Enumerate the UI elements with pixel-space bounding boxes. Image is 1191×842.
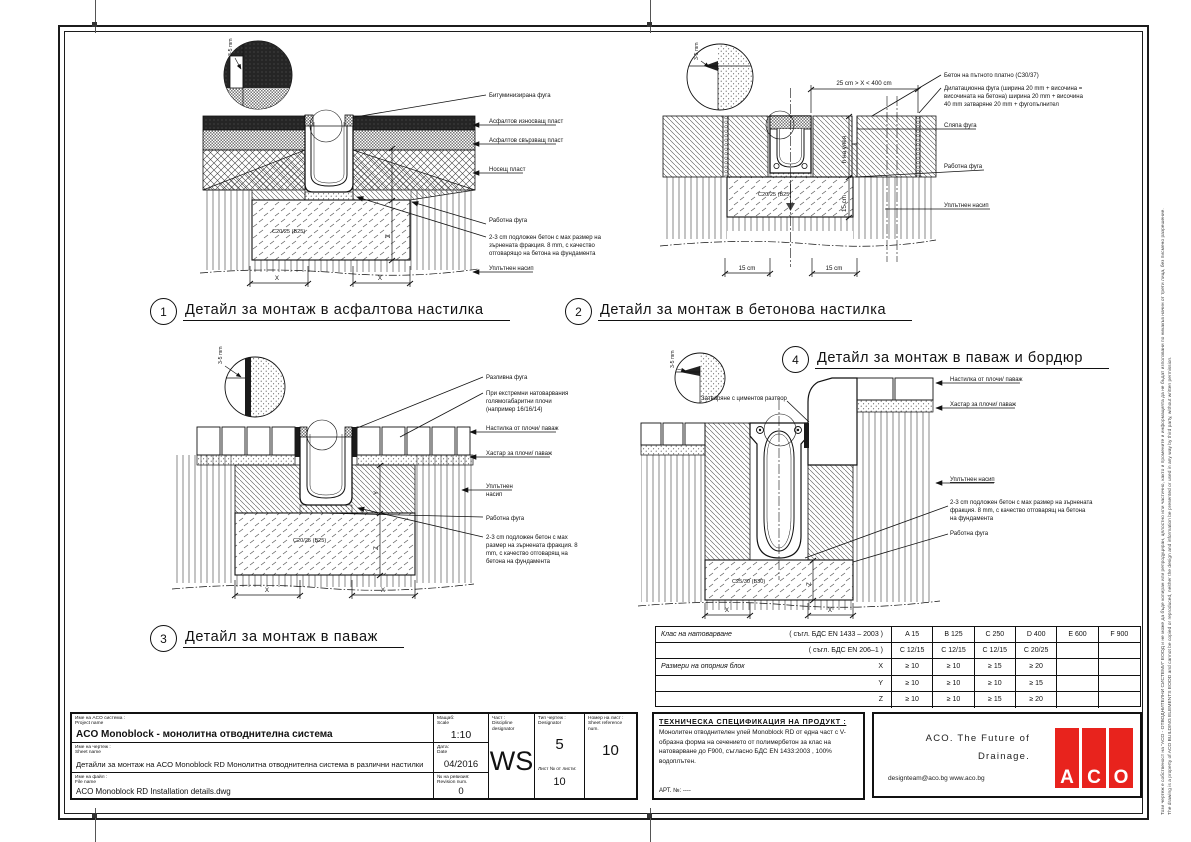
crop-mark [650,0,651,33]
brand-box [872,712,1142,798]
d1-label-fill: Уплътнен насип [489,266,534,272]
d3-label-extreme-1: При екстремни натоварвания [486,391,569,397]
table-cell [656,676,892,692]
discipline-label-bg: Част : [492,715,506,721]
d1-dim-x-right: X [377,275,383,282]
drawing-type-label-en: Designator [538,721,562,727]
d2-label-road-concrete: Бетон на пътното платно (C30/37) [944,73,1039,79]
d4-label-fill: Уплътнен насип [950,477,995,483]
discipline-cell [489,714,535,798]
load-class-ref-1433: ( съгл. БДС EN 1433 – 2003 ) [789,631,883,639]
detail-4-title: Детайл за монтаж в паваж и бордюр [815,350,1109,369]
tech-spec-heading: ТЕХНИЧЕСКА СПЕЦИФИКАЦИЯ НА ПРОДУКТ : [659,717,847,726]
d1-annotations [489,93,602,272]
table-cell [1057,692,1098,708]
crop-mark [92,22,97,27]
crop-mark [95,0,96,33]
detail-3-number-bubble: 3 [150,625,177,652]
d4-curb [804,378,857,465]
d4-paving-left [641,423,705,455]
d1-dim-x-left: X [274,275,280,282]
detail-3-title-row [150,625,404,652]
d1-channel-section [305,110,353,200]
d1-label-joint: Битуминизирана фуга [489,93,551,99]
discipline-label-en: Discipline designator [492,721,515,732]
d3-concrete-grade: C20/25 (B25) [293,538,327,544]
detail-1-drawing [60,30,605,298]
table-cell: C 12/15 [975,643,1016,659]
table-cell: C 12/15 [892,643,933,659]
table-cell [1099,659,1140,675]
detail-3-title: Детайл за монтаж в паваж [183,629,404,648]
d2-label-dilat-2: височината на бетона) ширина 20 mm + височина [944,94,1083,100]
d4-label-paving: Настилка от плочи/ паваж [950,377,1023,383]
d3-label-paving: Настилка от плочи/ паваж [486,426,559,432]
detail-1-title: Детайл за монтаж в асфалтова настилка [183,302,510,321]
table-cell [1057,676,1098,692]
d3-dim-y: Y [373,490,380,495]
d4-label-bedding-2: фракция. 8 mm, с качество отговарящ на бетона [950,508,1086,514]
revision-cell [434,773,489,798]
detail-2-title-row [565,298,912,325]
table-cell [1057,659,1098,675]
sheet-name-label-en: Sheet name [75,750,101,756]
d1-label-binder: Асфалтов свързващ пласт [489,138,564,144]
brand-tagline-line2: Drainage. [978,751,1030,763]
d2-dim-h: h на улея [841,135,848,163]
date-cell [434,743,489,773]
sheet-name-label-bg: Име на чертеж : [75,744,111,750]
d3-dim-x-right: X [380,587,386,594]
dim-key-y: Y [878,679,883,687]
scale-cell [434,714,489,743]
detail-2-number-bubble: 2 [565,298,592,325]
d3-label-bedding-3: mm, с качество отговарящ на [486,551,568,557]
d3-label-extreme-3: (например 16/16/14) [486,407,543,413]
table-cell: ≥ 15 [975,659,1016,675]
table-cell: ≥ 20 [1016,659,1057,675]
d1-label-bedding-2: зърнената фракция. 8 mm, с качество [489,243,595,249]
file-name-label-en: File name [75,780,97,786]
table-cell: ≥ 20 [1016,692,1057,708]
date-label-en: Date [437,750,448,756]
d1-foundation [252,200,410,260]
d2-label-work-joint: Работна фуга [944,164,983,170]
col-header-f900: F 900 [1099,627,1140,643]
detail-1-number-bubble: 1 [150,298,177,325]
d3-label-bedding-4: бетона на фундамента [486,559,550,565]
d2-dim-15v: 15 cm [841,195,848,212]
d4-label-work-joint: Работна фуга [950,531,989,537]
table-cell: ≥ 15 [975,692,1016,708]
d3-label-fill-2: насип [486,492,503,498]
d2-foundation [727,177,853,217]
d4-inset-gap-label: 3-5 mm [670,350,676,368]
crop-mark [647,813,652,818]
d3-inset-circle [218,346,285,417]
drawing-type-value: 5 [555,736,564,753]
table-cell [656,659,892,675]
dim-key-z: Z [878,696,883,704]
col-header-b125: B 125 [933,627,974,643]
file-name-cell [72,773,434,798]
date-value: 04/2016 [443,759,479,770]
d1-dim-z: Z [385,234,392,238]
d3-label-pour-joint: Разливна фуга [486,375,528,381]
d3-pour-joint-right [352,427,357,457]
d4-dim-x-right: X [827,607,833,614]
d3-label-fill-1: Уплътнен [486,484,513,490]
copyright-note [1160,23,1174,815]
brand-tagline-line1: ACO. The Future of [925,733,1030,744]
d2-label-dilat-3: 40 mm затваряне 20 mm + фугопълнител [944,102,1059,108]
detail-2-drawing [640,30,1145,298]
d3-label-bedding-1: 2-3 cm подложен бетон с мах [486,535,568,541]
d2-inset-circle [687,42,753,110]
project-name-label-en: Project name [75,721,104,727]
d3-annotations [486,375,578,565]
d2-dilatation-joint-right [916,116,920,177]
table-cell: ≥ 10 [975,676,1016,692]
d2-label-blind-joint: Сляпа фуга [944,123,977,129]
d1-concrete-grade: C20/25 (B25) [272,229,306,235]
d3-bedding-sand-left [197,455,295,465]
support-block-label: Размери на опорния блок [661,663,745,671]
d4-dim-z: Z [806,582,813,586]
table-cell: ≥ 10 [933,659,974,675]
d1-label-bedding-1: 2-3 cm подложен бетон с мах размер на [489,235,601,241]
d4-paving-right-top [857,378,933,412]
table-cell: ≥ 10 [933,676,974,692]
table-cell: ≥ 15 [1016,676,1057,692]
brand-contact: designteam@aco.bg www.aco.bg [888,775,985,782]
copyright-note-bg: Този чертеж е собственост на "АСО - ОТВОДНИТЕЛНИ СИСТЕМИ" ЕООД и не може да бъде копиран или репродуциран, цялостно или частично, както и промените и информацията да не бъдат използвани по никакъв начин от трети лица, без писмено разрешение. [1161,208,1166,815]
col-header-d400: D 400 [1016,627,1057,643]
d2-label-fill: Уплътнен насип [944,203,989,209]
d2-dilatation-joint-left [723,116,728,177]
d4-label-bedding-layer: Хастар за плочи/ паваж [950,402,1017,408]
d4-cement-seal [804,423,809,448]
d1-inset-gap-label: 3-5 mm [228,38,234,56]
sheet-ref-cell [585,714,636,798]
d2-inset-gap-label: 3-5 mm [694,42,700,60]
date-label-bg: Дата: [437,744,449,750]
table-cell: ≥ 10 [892,659,933,675]
detail-1-title-row [150,298,510,325]
table-cell: ≥ 10 [892,676,933,692]
col-header-e600: E 600 [1057,627,1098,643]
table-cell [1057,643,1098,659]
drawing-type-label-bg: Тип чертеж : [538,715,566,721]
table-cell [1099,676,1140,692]
scale-label-bg: Мащаб: [437,715,455,721]
d3-pour-joint-left [295,427,300,457]
d3-foundation [235,513,415,575]
d4-label-cement: Затваряне с циментов разтвор [701,396,787,402]
d1-label-wearing: Асфалтов износващ пласт [489,119,564,125]
table-cell [656,643,892,659]
revision-label-bg: № на ревизия: [437,774,470,780]
project-name-label-bg: Име на ACO система : [75,715,126,721]
col-header-c250: C 250 [975,627,1016,643]
sheet-ref-label-en: Sheet reference num. [588,721,623,732]
load-class-label: Клас на натоварване [661,631,732,639]
copyright-note-en: The drawing is a property of ACO BUILDING ELEMENTS EOOD and cannot be copied or reproduced, neither the design and information be presented or used in any way by third party, without written permission. [1168,356,1174,815]
detail-4-number-bubble: 4 [782,346,809,373]
d4-concrete-grade: C25/30 (B30) [732,579,766,585]
file-name-label-bg: Име на файл : [75,774,108,780]
revision-value: 0 [458,786,464,797]
scale-label-en: Scale [437,721,449,727]
col-header-a15: A 15 [892,627,933,643]
d3-label-work-joint: Работна фуга [486,516,525,522]
sheet-name-value: Детайли за монтаж на ACO Monoblock RD Монолитна отводнителна система в различни настилки [76,760,424,769]
table-cell [1099,692,1140,708]
tech-spec-art-no: АРТ. №: ---- [659,788,691,794]
aco-logo-letter-c: C [1082,728,1106,788]
project-name-value: ACO Monoblock - монолитна отводнителна система [76,729,333,740]
d2-blind-joint-notch [852,116,857,144]
detail-2-title: Детайл за монтаж в бетонова настилка [598,302,912,321]
sheet-name-cell [72,743,434,773]
d2-dim-top: 25 cm > X < 400 cm [836,80,892,87]
d2-annotations [944,73,1084,209]
concrete-ref-206: ( съгл. БДС EN 206–1 ) [808,647,883,655]
d3-label-bedding-layer: Хастар за плочи/ паваж [486,451,553,457]
brand-tagline [926,730,1030,766]
detail-3-drawing [150,340,645,630]
d1-label-work-joint: Работна фуга [489,218,528,224]
d1-inset-circle [224,38,292,109]
d3-channel-section [295,420,357,513]
d3-bedding-sand-right [357,455,473,465]
d3-label-extreme-2: голямогабаритни плочи [486,399,552,405]
detail-4-drawing [620,340,1145,635]
table-cell [1099,643,1140,659]
d4-label-bedding-3: на фундамента [950,516,994,522]
table-cell [656,692,892,708]
table-cell: C 20/25 [1016,643,1057,659]
aco-logo-icon [1055,728,1133,788]
d2-channel-section [766,111,811,177]
tech-spec-body: Монолитен отводнителен улей Monoblock RD от една част с V-образна форма на сечението от полимербетон за клас на натоварване до F900, съгласно БДС EN 1433:2003 , 100% водоплътен. [659,729,846,765]
sheet-count-label: Лист № от листи: [538,767,577,772]
discipline-value: WS [489,746,534,776]
dim-key-x: X [878,663,883,671]
table-cell: ≥ 10 [892,692,933,708]
aco-logo-letter-a: A [1055,728,1079,788]
d3-inset-gap-label: 3-5 mm [218,346,224,364]
sheet-ref-label-bg: Номер на лист : [588,715,624,721]
d2-label-dilat-1: Дилатационна фуга (ширина 20 mm + височина = [944,86,1083,92]
d2-concrete-grade: C20/25 (B25) [758,192,792,198]
d1-label-bedding-3: отговарящо на бетона на фундамента [489,251,596,257]
table-cell: ≥ 10 [933,692,974,708]
d2-dim-15b: 15 cm [825,265,843,272]
detail-4-title-row [782,346,1109,373]
aco-logo-letter-o: O [1109,728,1133,788]
project-name-cell [72,714,434,743]
d3-label-bedding-2: размер на зърнената фракция. 8 [486,543,578,549]
table-cell [656,627,892,643]
crop-mark [92,813,97,818]
crop-mark [647,22,652,27]
scale-value: 1:10 [450,729,472,741]
load-class-table [655,626,1141,707]
d2-dim-15a: 15 cm [738,265,756,272]
revision-label-en: Revision num. [437,780,468,786]
d3-dim-x-left: X [264,587,270,594]
d3-dim-z: Z [373,546,380,550]
table-cell: C 12/15 [933,643,974,659]
d1-label-base: Носещ пласт [489,167,526,173]
file-name-value: ACO Monoblock RD Installation details.dwg [76,787,231,796]
d4-label-bedding-1: 2-3 cm подложен бетон с мах размер на зърнената [950,500,1093,506]
sheet-count-value: 10 [553,776,566,788]
drawing-type-cell [535,714,585,798]
title-block [70,712,638,800]
d4-dim-x-left: X [724,607,730,614]
tech-spec-box [652,712,865,800]
sheet-ref-value: 10 [602,742,619,759]
